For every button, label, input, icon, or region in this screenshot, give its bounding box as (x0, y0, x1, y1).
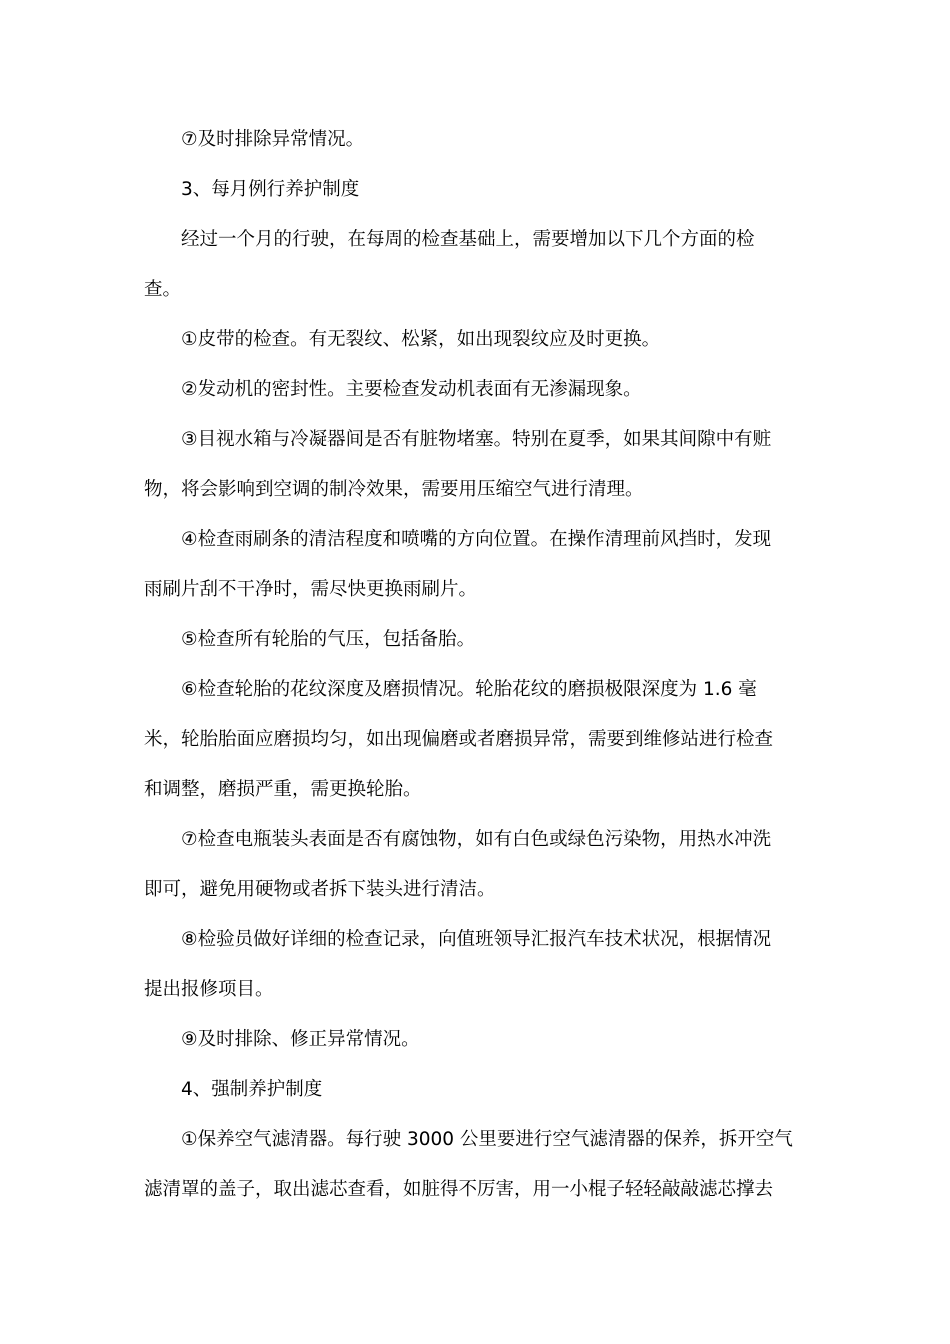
list-item-5-tire-pressure: ⑤检查所有轮胎的气压，包括备胎。 (181, 629, 476, 650)
list-item-1-belt-check: ①皮带的检查。有无裂纹、松紧，如出现裂纹应及时更换。 (181, 329, 661, 350)
list-item-6-tread-line-2: 米，轮胎胎面应磨损均匀，如出现偏磨或者磨损异常，需要到维修站进行检查 (144, 729, 774, 750)
list-item-8-inspector-line-2: 提出报修项目。 (144, 979, 274, 1000)
list-item-4-wiper-line-2: 雨刷片刮不干净时，需尽快更换雨刷片。 (144, 579, 478, 600)
section-heading-mandatory-maintenance: 4、强制养护制度 (181, 1079, 323, 1100)
list-item-7-remove-abnormal: ⑦及时排除异常情况。 (181, 129, 365, 150)
paragraph-intro-line-1: 经过一个月的行驶，在每周的检查基础上，需要增加以下几个方面的检 (181, 229, 755, 250)
list-item-6-tread-line-1: ⑥检查轮胎的花纹深度及磨损情况。轮胎花纹的磨损极限深度为 1.6 毫 (181, 679, 757, 700)
section-heading-monthly-maintenance: 3、每月例行养护制度 (181, 179, 360, 200)
list-item-2-engine-seal: ②发动机的密封性。主要检查发动机表面有无渗漏现象。 (181, 379, 642, 400)
list-item-7-battery-line-1: ⑦检查电瓶装头表面是否有腐蚀物，如有白色或绿色污染物，用热水冲洗 (181, 829, 772, 850)
list-item-4-wiper-line-1: ④检查雨刷条的清洁程度和喷嘴的方向位置。在操作清理前风挡时，发现 (181, 529, 772, 550)
list-item-9-remove-correct: ⑨及时排除、修正异常情况。 (181, 1029, 420, 1050)
list-item-1-air-filter-line-2: 滤清罩的盖子，取出滤芯查看，如脏得不厉害，用一小棍子轻轻敲敲滤芯撑去 (144, 1179, 774, 1200)
document-body (144, 117, 808, 1217)
list-item-1-air-filter-line-1: ①保养空气滤清器。每行驶 3000 公里要进行空气滤清器的保养，拆开空气 (181, 1129, 793, 1150)
list-item-8-inspector-line-1: ⑧检验员做好详细的检查记录，向值班领导汇报汽车技术状况，根据情况 (181, 929, 772, 950)
list-item-3-radiator-line-2: 物，将会影响到空调的制冷效果，需要用压缩空气进行清理。 (144, 479, 644, 500)
list-item-7-battery-line-2: 即可，避免用硬物或者拆下装头进行清洁。 (144, 879, 496, 900)
paragraph-intro-line-2: 查。 (144, 279, 182, 300)
list-item-3-radiator-line-1: ③目视水箱与冷凝器间是否有脏物堵塞。特别在夏季，如果其间隙中有赃 (181, 429, 772, 450)
list-item-6-tread-line-3: 和调整，磨损严重，需更换轮胎。 (144, 779, 422, 800)
